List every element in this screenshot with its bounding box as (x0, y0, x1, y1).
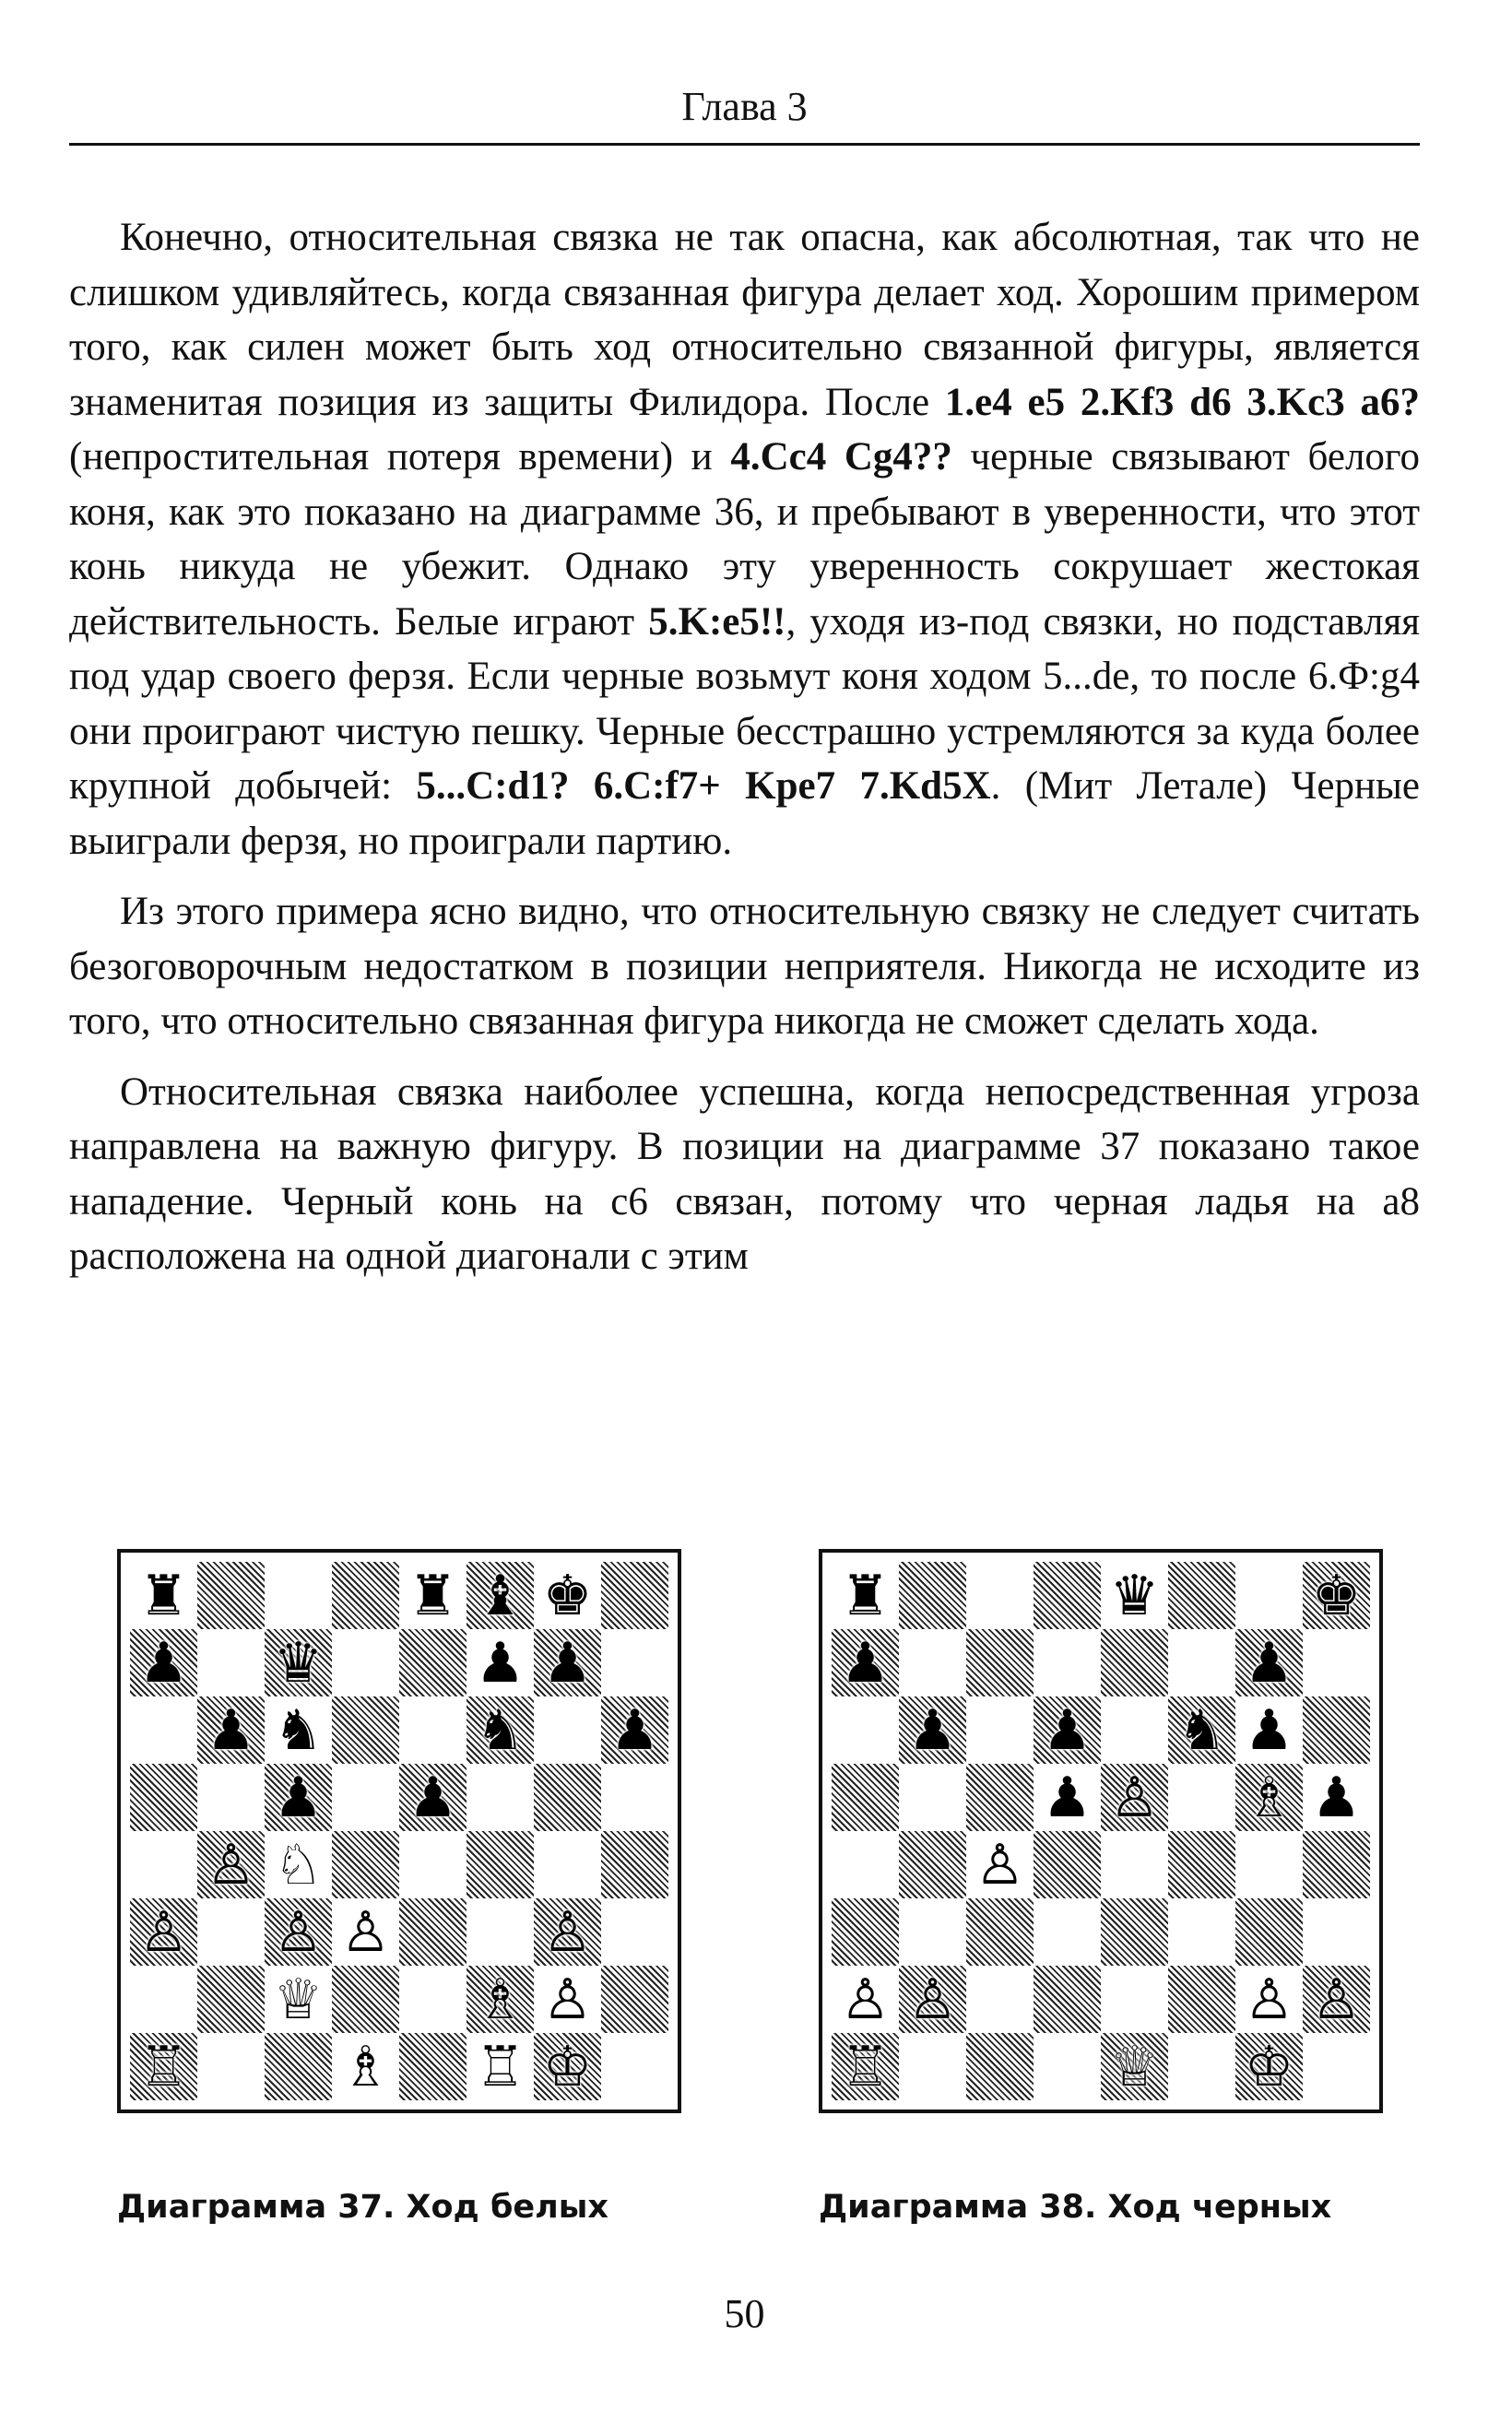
board-square (399, 1629, 467, 1696)
diagram-37-board (117, 1549, 681, 2113)
white-bishop-icon: ♗ (475, 1967, 526, 2032)
board-square (601, 1898, 668, 1966)
board-square (1101, 1831, 1168, 1898)
paragraph-1 (69, 210, 1420, 869)
board-square (832, 1562, 899, 1629)
chessboard (832, 1562, 1370, 2100)
move-notation: 1.е4 е5 2.Kf3 d6 3.Kc3 а6? (944, 380, 1420, 424)
black-king-icon: ♚ (1311, 1563, 1362, 1628)
board-square (399, 1966, 467, 2033)
board-square (130, 2033, 197, 2100)
board-square (601, 1696, 668, 1764)
white-knight-icon: ♘ (273, 1832, 324, 1897)
board-square (1303, 2033, 1370, 2100)
board-square (899, 1764, 966, 1831)
board-square (467, 1898, 534, 1966)
black-queen-icon: ♛ (273, 1630, 324, 1696)
white-pawn-icon: ♙ (840, 1967, 891, 2032)
board-square (332, 1898, 399, 1966)
board-square (601, 1966, 668, 2033)
board-square (832, 1898, 899, 1966)
board-square (1034, 1764, 1101, 1831)
black-pawn-icon: ♟ (206, 1697, 256, 1763)
board-square (1034, 1898, 1101, 1966)
board-square (467, 1764, 534, 1831)
white-rook-icon: ♖ (138, 2034, 189, 2099)
board-square (534, 1696, 601, 1764)
board-square (601, 1629, 668, 1696)
black-knight-icon: ♞ (475, 1697, 526, 1763)
black-rook-icon: ♜ (408, 1563, 458, 1628)
board-square (1303, 1562, 1370, 1629)
board-square (1235, 1764, 1303, 1831)
move-notation: 5...C:d1? 6.C:f7+ Kpe7 7.Kd5X (416, 764, 991, 808)
board-square (899, 1562, 966, 1629)
board-square (966, 1898, 1034, 1966)
white-king-icon: ♔ (542, 2034, 593, 2099)
board-square (399, 1696, 467, 1764)
board-square (1168, 1764, 1235, 1831)
text-run: , уходя из-под связки, но подставляя под удар своего ферзя. Если черные возьмут коня ходом 5...de, то после 6.Ф:g4 они проиграют чистую пешку. Черные бесстрашно устремляются за куда более крупной добычей: (69, 599, 1420, 808)
board-square (601, 2033, 668, 2100)
diagram-38-caption: Диаграмма 38. Ход черных (819, 2189, 1332, 2226)
board-square (899, 1831, 966, 1898)
black-knight-icon: ♞ (273, 1697, 324, 1763)
board-square (1235, 1898, 1303, 1966)
board-square (1034, 1629, 1101, 1696)
board-square (1303, 1966, 1370, 2033)
board-square (1101, 1898, 1168, 1966)
board-square (966, 1966, 1034, 2033)
board-square (1034, 1966, 1101, 2033)
board-square (1168, 1696, 1235, 1764)
board-square (534, 1629, 601, 1696)
board-square (1235, 1966, 1303, 2033)
board-square (1101, 1764, 1168, 1831)
board-square (966, 1696, 1034, 1764)
board-square (399, 1764, 467, 1831)
text-run: черные связывают белого коня, как это показано на диаграмме 36, и пребывают в уверенности, что этот конь никуда не убежит. Однако эту уверенность сокрушает жестокая действительность. Белые играют (69, 435, 1420, 644)
text-run: (непростительная потеря времени) и (69, 435, 731, 479)
header-rule (69, 143, 1420, 146)
board-square (265, 1696, 332, 1764)
board-square (1168, 1898, 1235, 1966)
white-bishop-icon: ♗ (340, 2034, 391, 2099)
white-rook-icon: ♖ (475, 2034, 526, 2099)
board-square (1235, 1696, 1303, 1764)
black-pawn-icon: ♟ (1311, 1765, 1362, 1830)
board-square (832, 1764, 899, 1831)
board-square (534, 1966, 601, 2033)
board-square (1034, 2033, 1101, 2100)
board-square (1034, 1562, 1101, 1629)
black-queen-icon: ♛ (1109, 1563, 1160, 1628)
text-run: Относительная связка наиболее успешна, когда непосредственная угроза направлена на важную фигуру. В позиции на диаграмме 37 показано такое нападение. Черный конь на с6 связан, потому что черная ладья на а8 расположена на одной диагонали с этим (69, 1070, 1420, 1278)
black-pawn-icon: ♟ (840, 1630, 891, 1696)
body-text (69, 210, 1420, 1284)
white-pawn-icon: ♙ (340, 1899, 391, 1965)
board-square (197, 1562, 265, 1629)
board-square (601, 1562, 668, 1629)
board-square (332, 2033, 399, 2100)
white-queen-icon: ♕ (1109, 2034, 1160, 2099)
board-square (1168, 1966, 1235, 2033)
white-pawn-icon: ♙ (1244, 1967, 1294, 2032)
board-square (130, 1629, 197, 1696)
black-pawn-icon: ♟ (1244, 1630, 1294, 1696)
board-square (265, 1898, 332, 1966)
board-square (130, 1764, 197, 1831)
diagram-38-board (819, 1549, 1383, 2113)
board-square (1101, 1629, 1168, 1696)
board-square (130, 1831, 197, 1898)
black-bishop-icon: ♝ (475, 1563, 526, 1628)
board-square (1303, 1696, 1370, 1764)
board-square (832, 1831, 899, 1898)
board-square (467, 1966, 534, 2033)
black-pawn-icon: ♟ (1244, 1697, 1294, 1763)
white-pawn-icon: ♙ (206, 1832, 256, 1897)
board-square (1168, 1629, 1235, 1696)
board-square (1303, 1764, 1370, 1831)
board-square (534, 1831, 601, 1898)
board-square (332, 1696, 399, 1764)
board-square (399, 1831, 467, 1898)
board-square (265, 2033, 332, 2100)
board-square (467, 1696, 534, 1764)
board-square (601, 1831, 668, 1898)
board-square (197, 1831, 265, 1898)
white-pawn-icon: ♙ (138, 1899, 189, 1965)
board-square (534, 1562, 601, 1629)
white-pawn-icon: ♙ (542, 1967, 593, 2032)
board-square (1168, 1831, 1235, 1898)
black-king-icon: ♚ (542, 1563, 593, 1628)
board-square (966, 1629, 1034, 1696)
board-square (899, 2033, 966, 2100)
board-square (899, 1966, 966, 2033)
board-square (601, 1764, 668, 1831)
board-square (130, 1696, 197, 1764)
black-pawn-icon: ♟ (273, 1765, 324, 1830)
board-square (534, 2033, 601, 2100)
board-square (130, 1898, 197, 1966)
board-square (966, 1562, 1034, 1629)
board-square (966, 2033, 1034, 2100)
board-square (1101, 2033, 1168, 2100)
board-square (1101, 1562, 1168, 1629)
board-square (1303, 1629, 1370, 1696)
running-header: Глава 3 (681, 84, 808, 129)
board-square (467, 1831, 534, 1898)
board-square (332, 1966, 399, 2033)
board-square (197, 1764, 265, 1831)
black-pawn-icon: ♟ (475, 1630, 526, 1696)
board-square (399, 1562, 467, 1629)
black-pawn-icon: ♟ (408, 1765, 458, 1830)
board-square (899, 1629, 966, 1696)
board-square (899, 1898, 966, 1966)
board-square (332, 1629, 399, 1696)
board-square (1034, 1696, 1101, 1764)
white-queen-icon: ♕ (273, 1967, 324, 2032)
board-square (1101, 1966, 1168, 2033)
black-pawn-icon: ♟ (138, 1630, 189, 1696)
board-square (832, 1629, 899, 1696)
board-square (265, 1562, 332, 1629)
board-square (197, 1629, 265, 1696)
board-square (832, 2033, 899, 2100)
board-square (534, 1764, 601, 1831)
board-square (197, 1966, 265, 2033)
board-square (1303, 1898, 1370, 1966)
paragraph-2 (69, 884, 1420, 1049)
board-square (130, 1966, 197, 2033)
board-square (467, 2033, 534, 2100)
board-square (332, 1831, 399, 1898)
board-square (467, 1562, 534, 1629)
board-square (265, 1831, 332, 1898)
board-square (832, 1696, 899, 1764)
board-square (1235, 1831, 1303, 1898)
black-pawn-icon: ♟ (1042, 1697, 1093, 1763)
black-pawn-icon: ♟ (542, 1630, 593, 1696)
paragraph-3 (69, 1065, 1420, 1284)
board-square (1235, 1562, 1303, 1629)
white-pawn-icon: ♙ (273, 1899, 324, 1965)
board-square (966, 1764, 1034, 1831)
board-square (1034, 1831, 1101, 1898)
white-pawn-icon: ♙ (1109, 1765, 1160, 1830)
board-square (832, 1966, 899, 2033)
board-square (197, 1696, 265, 1764)
board-square (1235, 2033, 1303, 2100)
white-pawn-icon: ♙ (975, 1832, 1025, 1897)
board-square (966, 1831, 1034, 1898)
board-square (332, 1764, 399, 1831)
white-bishop-icon: ♗ (1244, 1765, 1294, 1830)
board-square (534, 1898, 601, 1966)
board-square (1168, 2033, 1235, 2100)
board-square (399, 1898, 467, 1966)
black-pawn-icon: ♟ (1042, 1765, 1093, 1830)
white-rook-icon: ♖ (840, 2034, 891, 2099)
white-pawn-icon: ♙ (1311, 1967, 1362, 2032)
white-king-icon: ♔ (1244, 2034, 1294, 2099)
black-knight-icon: ♞ (1176, 1697, 1227, 1763)
board-square (130, 1562, 197, 1629)
board-square (197, 2033, 265, 2100)
move-notation: 5.K:e5!! (648, 599, 786, 644)
text-run: Конечно, относительная связка не так опасна, как абсолютная, так что не слишком удивляйтесь, когда связанная фигура делает ход. Хорошим примером того, как силен может быть ход относительно связанной фигуры, является знаменитая позиция из защиты Филидора. После (69, 216, 1420, 424)
diagram-37-caption: Диаграмма 37. Ход белых (117, 2189, 608, 2226)
board-square (265, 1966, 332, 2033)
board-square (1101, 1696, 1168, 1764)
board-square (1235, 1629, 1303, 1696)
black-rook-icon: ♜ (840, 1563, 891, 1628)
board-square (197, 1898, 265, 1966)
chessboard (130, 1562, 668, 2100)
move-notation: 4.Cc4 Cg4?? (730, 435, 952, 479)
board-square (265, 1764, 332, 1831)
text-run: . (Мит Летале) Черные выиграли ферзя, но проиграли партию. (69, 764, 1420, 863)
page-number: 50 (724, 2291, 765, 2336)
black-pawn-icon: ♟ (907, 1697, 958, 1763)
white-pawn-icon: ♙ (542, 1899, 593, 1965)
board-square (265, 1629, 332, 1696)
white-pawn-icon: ♙ (907, 1967, 958, 2032)
board-square (399, 2033, 467, 2100)
black-rook-icon: ♜ (138, 1563, 189, 1628)
board-square (1168, 1562, 1235, 1629)
board-square (332, 1562, 399, 1629)
text-run: Из этого примера ясно видно, что относительную связку не следует считать безоговорочным недостатком в позиции неприятеля. Никогда не исходите из того, что относительно связанная фигура никогда не сможет сделать хода. (69, 890, 1420, 1043)
board-square (1303, 1831, 1370, 1898)
board-square (899, 1696, 966, 1764)
board-square (467, 1629, 534, 1696)
black-pawn-icon: ♟ (609, 1697, 660, 1763)
